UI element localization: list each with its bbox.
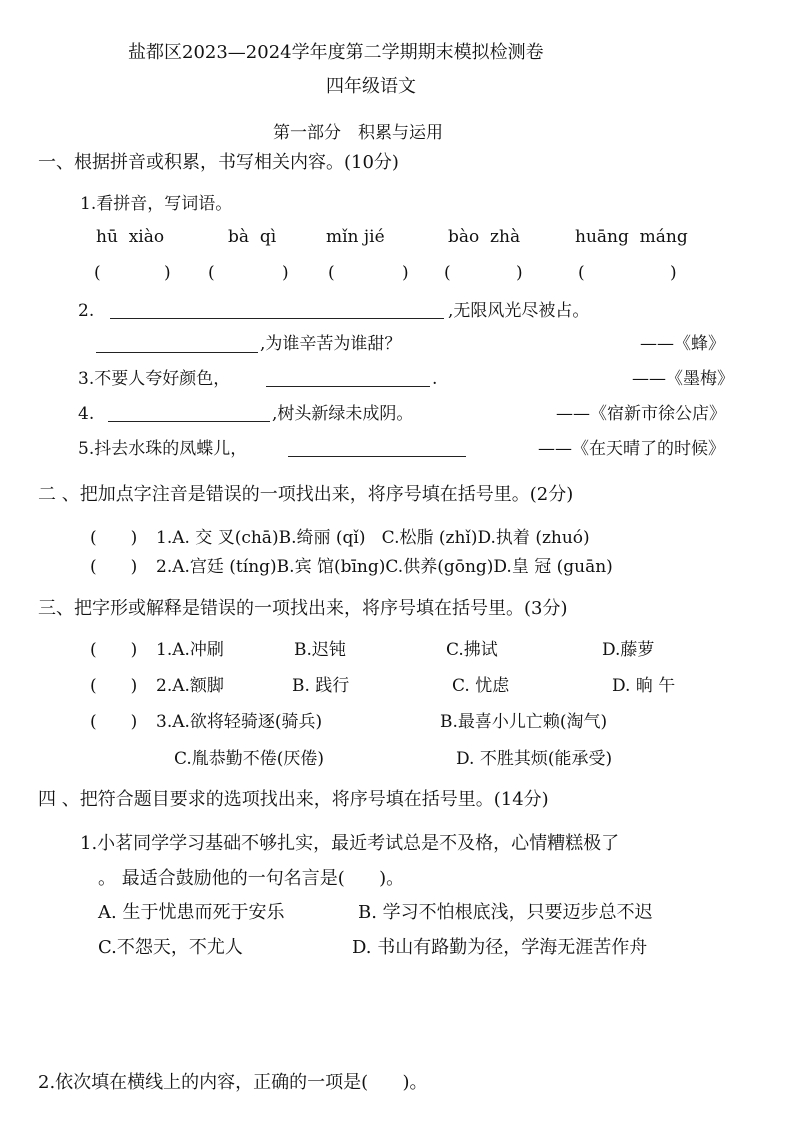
- grade-subject: 四年级语文: [326, 76, 416, 97]
- exam-title: 盐都区2023—2024学年度第二学期期末模拟检测卷: [128, 42, 544, 63]
- s3-row3-a: 3.A.欲将轻骑逐(骑兵): [156, 712, 323, 732]
- pinyin-3: mǐn jié: [326, 227, 385, 247]
- s2-item-2-text: 2.A.宫廷 (tíng)B.宾 馆(bīng)C.供养(gōng)D.皇 冠 (guān): [156, 557, 613, 577]
- s3-row1-paren[interactable]: ( ): [90, 640, 138, 660]
- s3-row3-b: B.最喜小儿亡赖(淘气): [440, 712, 608, 732]
- s3-row3-paren[interactable]: ( ): [90, 712, 138, 732]
- s4-option-d: D. 书山有路勤为径，学海无涯苦作舟: [352, 937, 648, 958]
- q2-line-a: ,无限风光尽被占。: [448, 301, 590, 321]
- s4-option-b: B. 学习不怕根底浅，只要迈步总不迟: [358, 902, 653, 923]
- part-title: 第一部分 积累与运用: [273, 123, 443, 143]
- q1-label: 1.看拼音，写词语。: [80, 194, 233, 214]
- q2-blank-1[interactable]: [110, 318, 444, 319]
- pinyin-2: bà qì: [228, 227, 277, 247]
- q5-source: ——《在天晴了的时候》: [538, 439, 725, 459]
- s3-row2-b: B. 践行: [292, 676, 350, 696]
- s3-row1-b: B.迟钝: [294, 640, 346, 660]
- q5-blank[interactable]: [288, 456, 466, 457]
- pinyin-4: bào zhà: [448, 227, 521, 247]
- s3-row4-d: D. 不胜其烦(能承受): [456, 749, 613, 769]
- q2-line-b: ,为谁辛苦为谁甜？: [260, 334, 402, 354]
- q4-source: ——《宿新市徐公店》: [556, 404, 726, 424]
- answer-paren-open-4: (: [444, 263, 451, 283]
- s3-row4-c: C.胤恭勤不倦(厌倦): [174, 749, 325, 769]
- q2-blank-2[interactable]: [96, 352, 258, 353]
- q3-blank[interactable]: [266, 386, 430, 387]
- s4-q1-line2: 。 最适合鼓励他的一句名言是( )。: [98, 868, 405, 889]
- s2-item-2-paren[interactable]: ( ): [90, 557, 138, 577]
- q4-line-a: ,树头新绿未成阴。: [272, 404, 414, 424]
- s2-item-1-text: 1.A. 交 叉(chā)B.绮丽 (qǐ) C.松脂 (zhǐ)D.执着 (zhuó): [156, 528, 590, 548]
- answer-paren-close-3: ): [402, 263, 409, 283]
- section-1-heading: 一、根据拼音或积累，书写相关内容。(10分): [38, 152, 399, 173]
- s3-row2-a: 2.A.额脚: [156, 676, 224, 696]
- answer-paren-open-2: (: [208, 263, 215, 283]
- s4-q1-line1: 1.小茗同学学习基础不够扎实，最近考试总是不及格，心情糟糕极了: [80, 833, 620, 854]
- q5-line-a: 5.抖去水珠的凤蝶儿，: [78, 439, 248, 459]
- answer-paren-close-4: ): [516, 263, 523, 283]
- q3-source: ——《墨梅》: [632, 369, 734, 389]
- pinyin-1: hū xiào: [96, 227, 165, 247]
- answer-paren-close-1: ): [164, 263, 171, 283]
- pinyin-5: huāng máng: [575, 227, 688, 247]
- s4-q2: 2.依次填在横线上的内容，正确的一项是( )。: [38, 1072, 428, 1093]
- s3-row2-d: D. 晌 午: [612, 676, 676, 696]
- s2-item-1-paren[interactable]: ( ): [90, 528, 138, 548]
- answer-paren-open-3: (: [328, 263, 335, 283]
- s3-row1-a: 1.A.冲刷: [156, 640, 224, 660]
- q4-number: 4.: [78, 404, 95, 424]
- s3-row2-paren[interactable]: ( ): [90, 676, 138, 696]
- section-4-heading: 四 、把符合题目要求的选项找出来，将序号填在括号里。(14分): [38, 789, 549, 810]
- s4-option-c: C.不怨天，不尤人: [98, 937, 243, 958]
- answer-paren-close-2: ): [282, 263, 289, 283]
- section-2-heading: 二 、把加点字注音是错误的一项找出来，将序号填在括号里。(2分): [38, 484, 574, 505]
- q3-line-a: 3.不要人夸好颜色，: [78, 369, 231, 389]
- section-3-heading: 三、把字形或解释是错误的一项找出来，将序号填在括号里。(3分): [38, 598, 568, 619]
- answer-paren-open-1: (: [94, 263, 101, 283]
- s3-row1-d: D.藤萝: [602, 640, 655, 660]
- answer-paren-open-5: (: [578, 263, 585, 283]
- q4-blank[interactable]: [108, 421, 270, 422]
- q2-source: ——《蜂》: [640, 334, 725, 354]
- q3-line-b: .: [432, 369, 438, 389]
- q2-number: 2.: [78, 301, 95, 321]
- s3-row2-c: C. 忧虑: [452, 676, 510, 696]
- answer-paren-close-5: ): [670, 263, 677, 283]
- s4-option-a: A. 生于忧患而死于安乐: [98, 902, 285, 923]
- s3-row1-c: C.拂试: [446, 640, 498, 660]
